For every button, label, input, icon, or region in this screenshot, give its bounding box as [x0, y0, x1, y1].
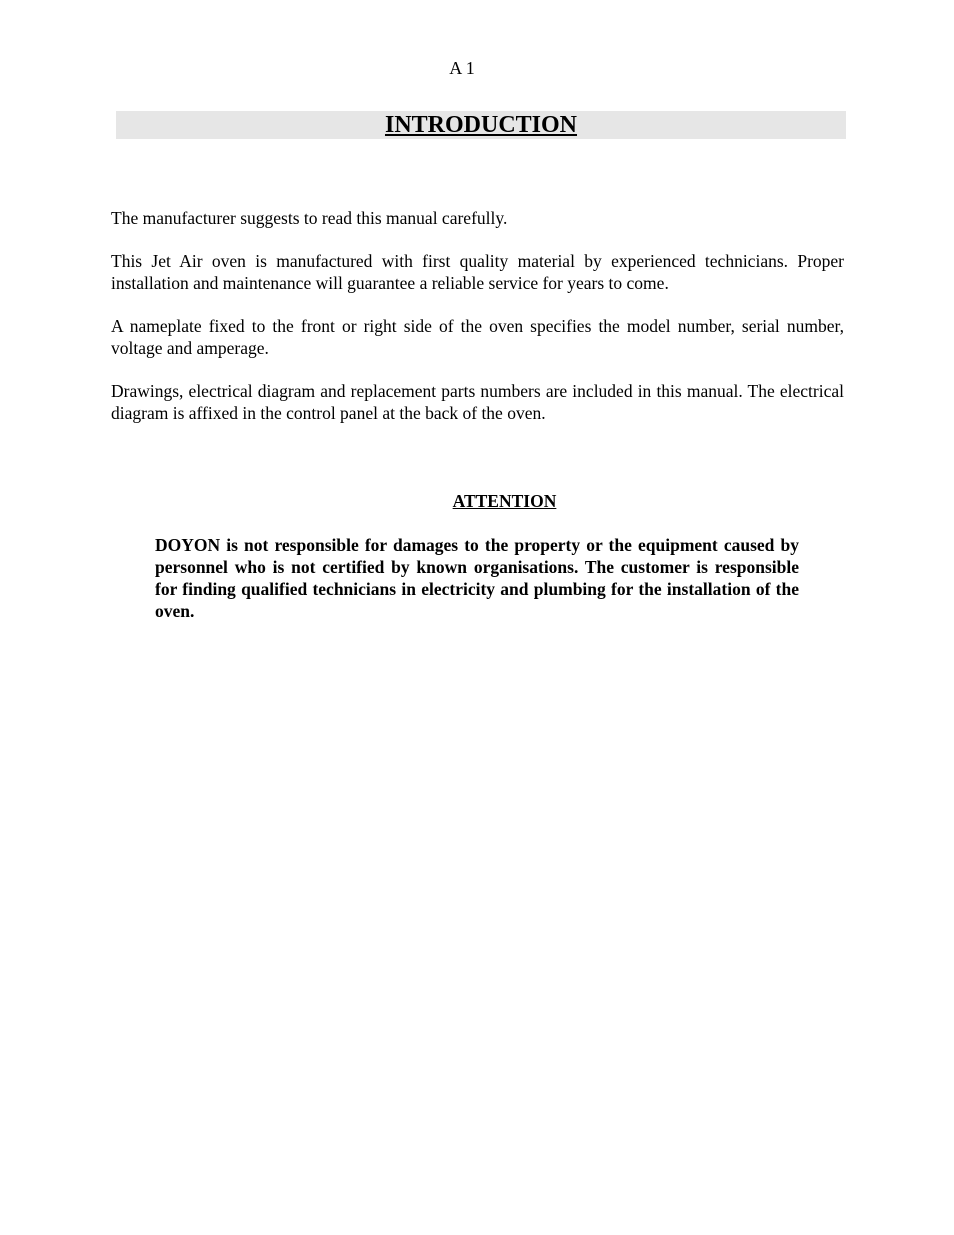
- paragraph-nameplate: A nameplate fixed to the front or right side of the oven specifies the model number, serial number, voltage and amperage.: [111, 316, 844, 358]
- attention-heading: ATTENTION: [452, 491, 557, 511]
- attention-notice: DOYON is not responsible for damages to the property or the equipment caused by personnel who is not certified by known organisations. The customer is responsible for finding qualified technicians in electricity and plumbing for the installation of the oven.: [155, 535, 799, 621]
- introduction-body: [111, 207, 844, 445]
- title-banner: [116, 111, 846, 139]
- page-number: A 1: [449, 58, 475, 78]
- paragraph-read-manual: The manufacturer suggests to read this manual carefully.: [111, 208, 508, 228]
- paragraph-drawings: Drawings, electrical diagram and replacement parts numbers are included in this manual. The electrical diagram is affixed in the control panel at the back of the oven.: [111, 381, 844, 423]
- attention-heading-wrap: [111, 490, 898, 512]
- page-title: INTRODUCTION: [384, 112, 578, 138]
- paragraph-quality: This Jet Air oven is manufactured with first quality material by experienced technicians. Proper installation and maintenance will guarantee a reliable service for years to come.: [111, 251, 844, 293]
